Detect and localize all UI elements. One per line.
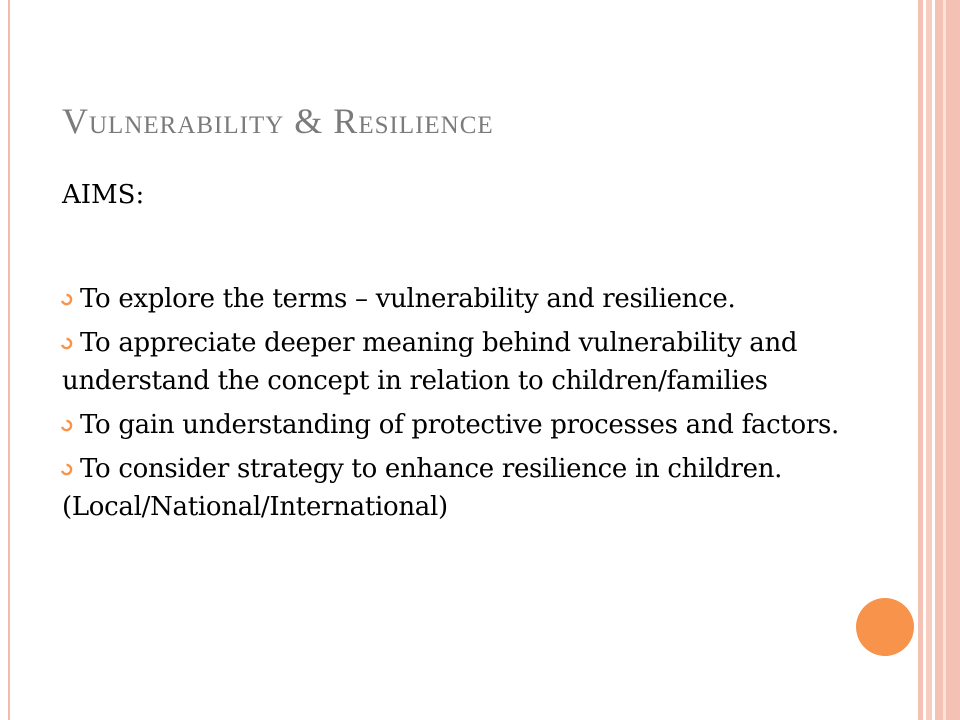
orange-circle-icon (856, 598, 914, 656)
bullet-icon (60, 337, 73, 350)
aims-heading: AIMS: (62, 180, 145, 210)
right-stripe (935, 0, 943, 720)
aim-text: To explore the terms – vulnerability and resilience. (80, 284, 736, 314)
list-item (62, 406, 842, 444)
slide-body (62, 178, 842, 532)
bullet-icon (60, 293, 73, 306)
slide-title: Vulnerability & Resilience (62, 101, 494, 141)
aim-text: To appreciate deeper meaning behind vulnerability and understand the concept in relation to children/families (62, 328, 798, 396)
list-item (62, 280, 842, 318)
aim-text: To consider strategy to enhance resilience in children.(Local/National/International) (62, 454, 783, 522)
aims-list (62, 280, 842, 526)
aim-text: To gain understanding of protective processes and factors. (80, 410, 840, 440)
bullet-icon (60, 463, 73, 476)
list-item (62, 450, 842, 526)
right-stripe (946, 0, 960, 720)
bullet-icon (60, 419, 73, 432)
list-item (62, 324, 842, 400)
left-border-line (8, 0, 10, 720)
